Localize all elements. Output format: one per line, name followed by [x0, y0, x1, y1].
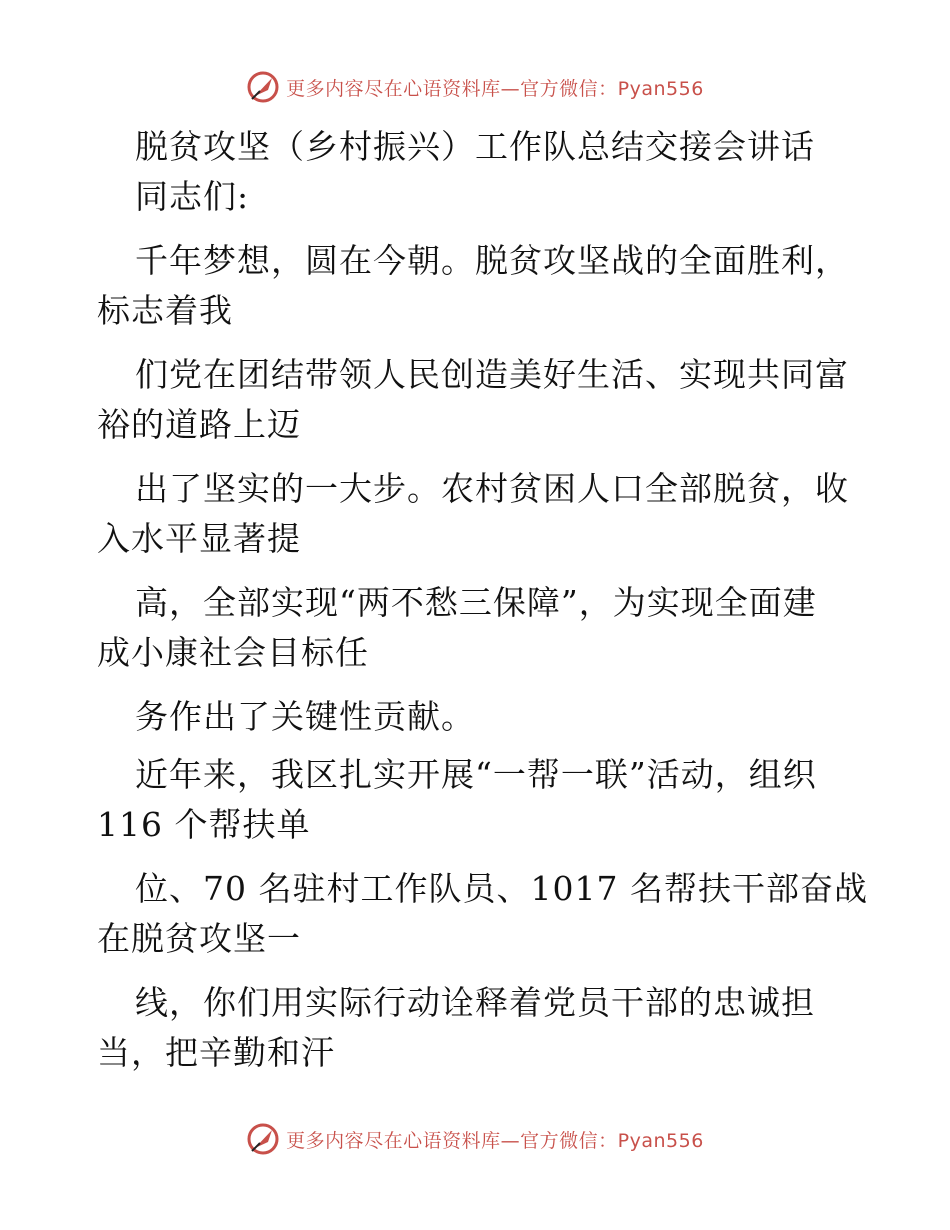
text-line: 高，全部实现“两不愁三保障”，为实现全面建: [135, 583, 817, 622]
text-line: 近年来，我区扎实开展“一帮一联”活动，组织: [135, 755, 817, 794]
header-watermark: [0, 70, 950, 104]
text-line: 出了坚实的一大步。农村贫困人口全部脱贫，收: [135, 469, 849, 508]
text-line: 当，把辛勤和汗: [97, 1033, 335, 1072]
text-line: 裕的道路上迈: [97, 405, 301, 444]
document-body: [0, 122, 950, 1078]
text-line: 线，你们用实际行动诠释着党员干部的忠诚担: [135, 983, 815, 1022]
text-line: 入水平显著提: [97, 519, 301, 558]
text-line: 位、70 名驻村工作队员、1017 名帮扶干部奋战: [135, 869, 868, 908]
text-line: 标志着我: [97, 291, 233, 330]
footer-watermark: [0, 1122, 950, 1156]
text-line: 116 个帮扶单: [97, 805, 311, 844]
document-title: 脱贫攻坚（乡村振兴）工作队总结交接会讲话: [135, 127, 815, 166]
text-line: 在脱贫攻坚一: [97, 919, 301, 958]
text-line: 们党在团结带领人民创造美好生活、实现共同富: [135, 355, 849, 394]
watermark-text: 更多内容尽在心语资料库—官方微信：Pyan556: [286, 1129, 704, 1152]
watermark-text: 更多内容尽在心语资料库—官方微信：Pyan556: [286, 77, 704, 100]
text-line: 成小康社会目标任: [97, 633, 369, 672]
quill-logo-icon: [246, 70, 280, 104]
quill-logo-icon: [246, 1122, 280, 1156]
text-line: 千年梦想，圆在今朝。脱贫攻坚战的全面胜利，: [135, 241, 849, 280]
text-line: 务作出了关键性贡献。: [135, 697, 475, 736]
salutation: 同志们:: [135, 177, 250, 216]
